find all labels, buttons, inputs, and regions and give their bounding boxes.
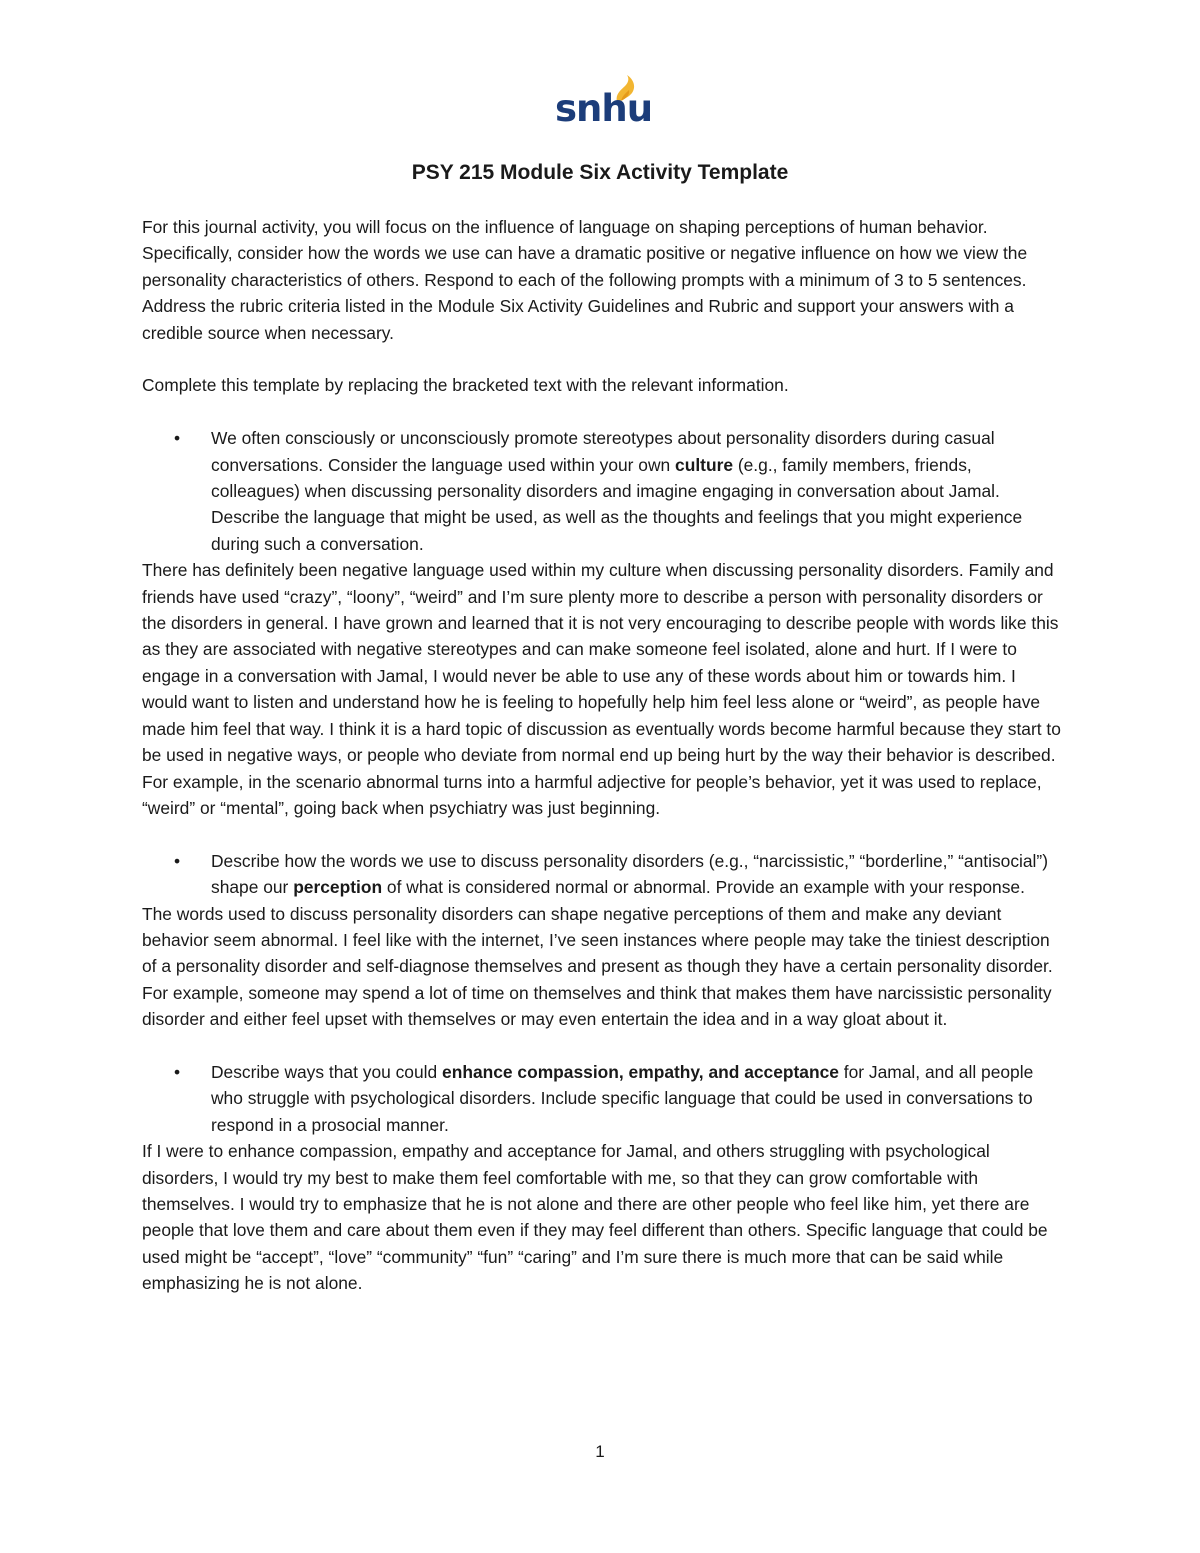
snhu-logo [555, 74, 653, 134]
logo-wordmark: snhu [555, 87, 653, 130]
document-body [142, 214, 1062, 1297]
bullet-icon: • [174, 1061, 181, 1082]
answer-2: The words used to discuss personality disorders can shape negative perceptions of them and make any deviant behavior seem abnormal. I feel like with the internet, I’ve seen instances where people may take the tiniest description of a personality disorder and self-diagnose themselves and present as though they have a certain personality disorder. For example, someone may spend a lot of time on themselves and think that makes them have narcissistic personality disorder and either feel upset with themselves or may even entertain the idea and in a way gloat about it. [142, 903, 1053, 1030]
page-number: 1 [595, 1442, 605, 1461]
bullet-icon: • [174, 428, 181, 449]
prompt-1: • We often consciously or unconsciously promote stereotypes about personality disorders during casual conversations. Consider the language used within your own culture (e.g., family members, friends, colleagues) when discussing personality disorders and imagine engaging in conversation about Jamal. Describe the language that might be used, as well as the thoughts and feelings that you might experience during such a conversation. [142, 425, 1062, 557]
page-title: PSY 215 Module Six Activity Template [411, 161, 789, 184]
answer-1: There has definitely been negative language used within my culture when discussing personality disorders. Family and friends have used “crazy”, “loony”, “weird” and I’m sure plenty more to describe a person with personality disorders or the disorders in general. I have grown and learned that it is not very encouraging to describe people with words like this as they are associated with negative stereotypes and can make someone feel isolated, alone and hurt. If I were to engage in a conversation with Jamal, I would never be able to use any of these words about him or towards him. I would want to listen and understand how he is feeling to hopefully help him feel less alone or “weird”, as people have made him feel that way. I think it is a hard topic of discussion as eventually words become harmful because they start to be used in negative ways, or people who deviate from normal end up being hurt by the way their behavior is described. For example, in the scenario abnormal turns into a harmful adjective for people’s behavior, yet it was used to replace, “weird” or “mental”, going back when psychiatry was just beginning. [142, 560, 1061, 818]
intro-paragraph: For this journal activity, you will focus on the influence of language on shaping perceptions of human behavior. Specifically, consider how the words we use can have a dramatic positive or negative influence on how we view the personality characteristics of others. Respond to each of the following prompts with a minimum of 3 to 5 sentences. Address the rubric criteria listed in the Module Six Activity Guidelines and Rubric and support your answers with a credible source when necessary. [142, 217, 1028, 343]
prompt-2: • Describe how the words we use to discuss personality disorders (e.g., “narcissistic,” “borderline,” “antisocial”) shape our perception of what is considered normal or abnormal. Provide an example with your response. [142, 848, 1062, 901]
instruction-paragraph: Complete this template by replacing the bracketed text with the relevant information. [142, 375, 789, 396]
prompt-3: • Describe ways that you could enhance compassion, empathy, and acceptance for Jamal, and all people who struggle with psychological disorders. Include specific language that could be used in conversations to respond in a prosocial manner. [142, 1059, 1062, 1138]
bullet-icon: • [174, 850, 181, 871]
answer-3: If I were to enhance compassion, empathy and acceptance for Jamal, and others struggling with psychological disorders, I would try my best to make them feel comfortable with me, so that they can grow comfortable with themselves. I would try to emphasize that he is not alone and there are other people who feel like him, yet there are people that love them and care about them even if they may feel different than others. Specific language that could be used might be “accept”, “love” “community” “fun” “caring” and I’m sure there is much more that can be said while emphasizing he is not alone. [142, 1141, 1048, 1294]
